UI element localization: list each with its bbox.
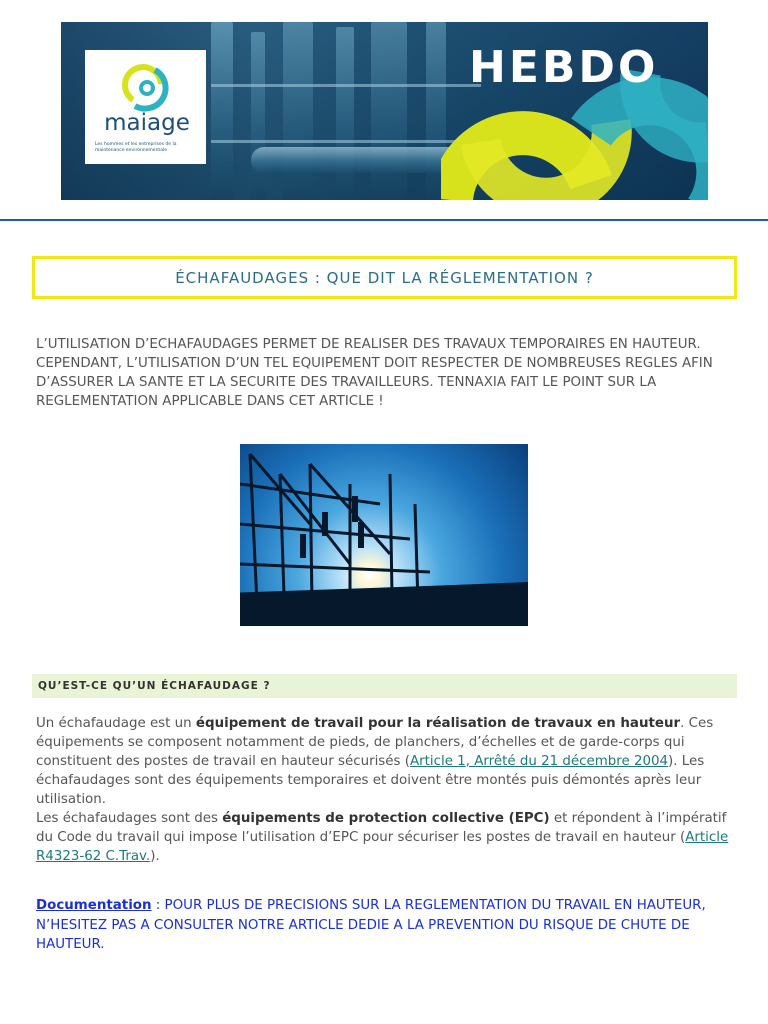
section-heading: QU’EST-CE QU’UN ÉCHAFAUDAGE ? (38, 680, 271, 692)
text-run: Les échafaudages sont des (36, 811, 223, 826)
documentation-note (36, 896, 736, 955)
documentation-link[interactable]: Documentation (36, 898, 152, 913)
banner-pipe (336, 27, 354, 200)
paragraph-epc (36, 809, 736, 866)
scaffolding-silhouette (240, 444, 528, 626)
scaffolding-photo (240, 444, 528, 626)
text-run: ). Les échafaudages sont des équipements temporaires et doivent être montés puis démontés après leur utilisation. (36, 754, 705, 807)
bold-text: équipements de protection collective (EPC) (222, 811, 550, 826)
separator: : (151, 898, 165, 913)
documentation-text: POUR PLUS DE PRECISIONS SUR LA REGLEMENTATION DU TRAVAIL EN HAUTEUR, N’HESITEZ PAS A CONSULTER NOTRE ARTICLE DEDIE A LA PREVENTION DU RISQUE DE CHUTE DE HAUTEUR. (36, 898, 706, 952)
banner-pipe (371, 22, 407, 200)
section-body (36, 714, 736, 866)
banner-pipe (283, 22, 313, 200)
header-banner (61, 22, 708, 200)
article-title: ÉCHAFAUDAGES : QUE DIT LA RÉGLEMENTATION ? (175, 268, 594, 287)
paragraph-definition (36, 714, 736, 809)
article-r4323-link[interactable]: Article R4323-62 C.Trav. (36, 830, 729, 864)
logo-wordmark: maiage (104, 110, 190, 136)
banner-heading: HEBDO (469, 42, 659, 93)
bold-text: équipement de travail pour la réalisation de travaux en hauteur (195, 716, 681, 731)
article-intro: L’UTILISATION D’ECHAFAUDAGES PERMET DE REALISER DES TRAVAUX TEMPORAIRES EN HAUTEUR. CEPENDANT, L’UTILISATION D’UN TEL EQUIPEMENT DOIT RESPECTER DE NOMBREUSES REGLES AFIN D’ASSURER LA SANTE ET LA SECURITE DES TRAVAILLEURS. TENNAXIA FAIT LE POINT SUR LA REGLEMENTATION APPLICABLE DANS CET ARTICLE ! (36, 337, 713, 409)
banner-pipe (251, 32, 265, 200)
header-divider (0, 219, 768, 221)
banner-pipe (211, 22, 233, 200)
maiage-logo (85, 50, 206, 164)
text-run: Un échafaudage est un (36, 716, 196, 731)
text-run: ). (150, 849, 160, 864)
article-title-box (32, 256, 737, 299)
banner-tank (251, 147, 471, 173)
logo-tagline: Les hommes et les entreprises de la maintenance environnementale (95, 142, 177, 153)
article-1-link[interactable]: Article 1, Arrêté du 21 décembre 2004 (409, 754, 669, 769)
section-heading-bar (32, 674, 737, 698)
text-run: et répondent à l’impératif du Code du travail qui impose l’utilisation d’EPC pour sécuriser les postes de travail en hauteur ( (36, 811, 727, 845)
text-run: . Ces équipements se composent notamment de pieds, de planchers, d’échelles et de garde-corps qui constituent des postes de travail en hauteur sécurisés ( (36, 716, 714, 769)
